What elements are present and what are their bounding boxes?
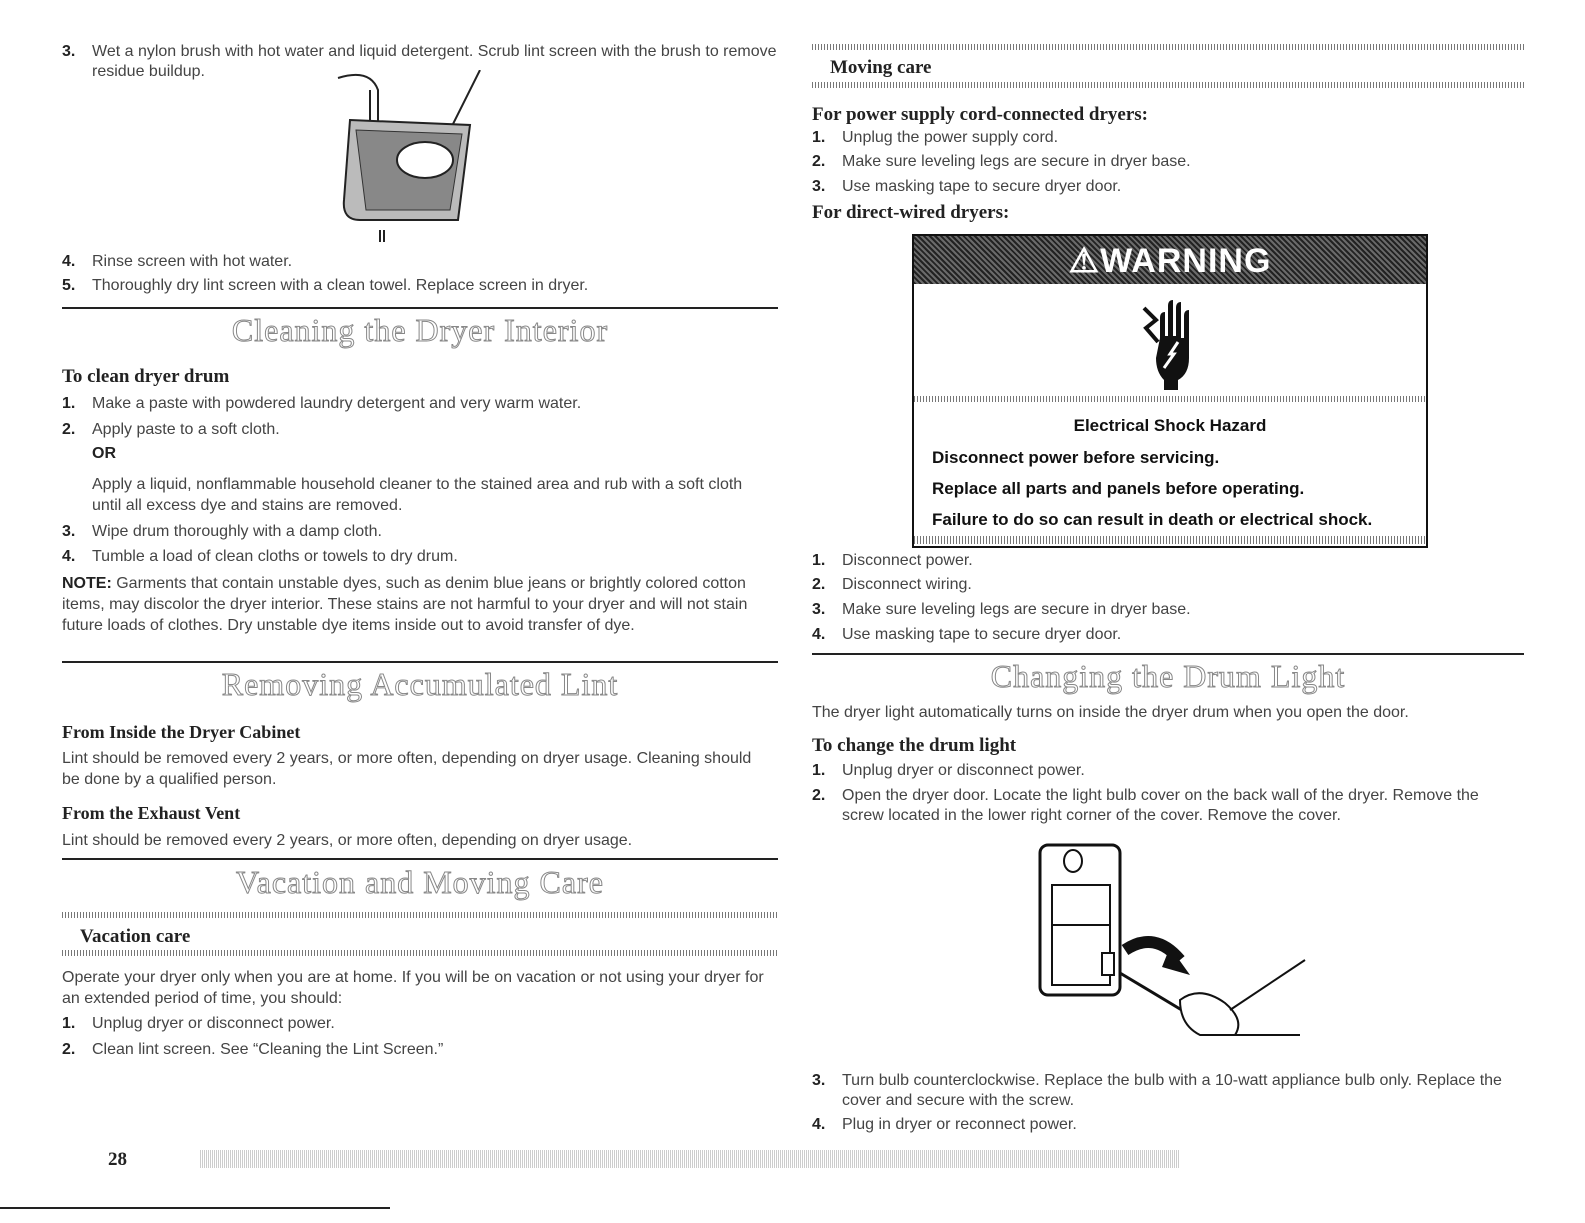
- list-item: [812, 1071, 1512, 1113]
- step-number: 2.: [62, 421, 76, 438]
- step-text: Use masking tape to secure dryer door.: [842, 626, 1122, 643]
- step-number: 1.: [62, 395, 76, 412]
- section-title: Cleaning the Dryer Interior: [231, 312, 609, 348]
- step-number: 2.: [812, 787, 826, 804]
- step-number: 3.: [62, 43, 76, 60]
- step-text: Make a paste with powdered laundry detergent and very warm water.: [92, 395, 582, 412]
- step-number: 1.: [812, 552, 826, 569]
- step-text: Make sure leveling legs are secure in dryer base.: [842, 153, 1191, 170]
- list-item: [812, 761, 1524, 781]
- step-text: Clean lint screen. See “Cleaning the Lint Screen.”: [92, 1041, 444, 1058]
- section-divider: [62, 307, 778, 309]
- subheading: From Inside the Dryer Cabinet: [62, 722, 301, 742]
- tab-heading: Moving care: [830, 57, 932, 78]
- subheading: For power supply cord-connected dryers:: [812, 104, 1148, 125]
- step-number: 4.: [62, 548, 76, 565]
- list-item: [62, 394, 778, 414]
- step-number: 4.: [812, 1116, 826, 1133]
- step-text: Disconnect wiring.: [842, 576, 972, 593]
- bottom-rule: [0, 1207, 390, 1209]
- step-text: Unplug the power supply cord.: [842, 129, 1059, 146]
- step-text: Thoroughly dry lint screen with a clean towel. Replace screen in dryer.: [92, 277, 589, 294]
- step-text: Disconnect power.: [842, 552, 973, 569]
- note: [62, 573, 774, 636]
- hazard-title: Electrical Shock Hazard: [1073, 416, 1267, 435]
- lint-screen-brush-illustration: [330, 70, 500, 245]
- list-item: [812, 786, 1512, 828]
- step-text: Open the dryer door. Locate the light bulb cover on the back wall of the dryer. Remove the screw located in the lower right corner of the cover. Remove the cover.: [842, 787, 1479, 824]
- tab-band-top: [62, 912, 778, 918]
- section-title: Removing Accumulated Lint: [221, 666, 619, 702]
- step-number: 3.: [812, 1072, 826, 1089]
- step-number: 2.: [812, 576, 826, 593]
- section-title: Vacation and Moving Care: [236, 864, 604, 900]
- step-number: 2.: [62, 1041, 76, 1058]
- warning-line: Replace all parts and panels before operating.: [932, 479, 1305, 498]
- list-item: [62, 252, 778, 272]
- tab-heading: Vacation care: [80, 926, 191, 947]
- subheading: To clean dryer drum: [62, 366, 230, 387]
- step-number: 3.: [812, 178, 826, 195]
- section-divider: [812, 653, 1524, 655]
- section-title: Changing the Drum Light: [990, 658, 1346, 694]
- list-item: [812, 625, 1524, 645]
- list-item: [62, 1040, 778, 1060]
- warning-line: Failure to do so can result in death or electrical shock.: [932, 510, 1373, 529]
- step-text: Unplug dryer or disconnect power.: [92, 1015, 335, 1032]
- list-item: [62, 547, 778, 567]
- step-text: Unplug dryer or disconnect power.: [842, 762, 1085, 779]
- list-item: [62, 420, 778, 440]
- alternative-text: Apply a liquid, nonflammable household cleaner to the stained area and rub with a soft cloth until all excess dye and stains are removed.: [92, 476, 743, 514]
- paragraph: Lint should be removed every 2 years, or more often, depending on dryer usage.: [62, 832, 633, 849]
- section-divider: [62, 858, 778, 860]
- step-text: Plug in dryer or reconnect power.: [842, 1116, 1077, 1133]
- step-text: Turn bulb counterclockwise. Replace the bulb with a 10-watt appliance bulb only. Replace the cover and secure with the screw.: [842, 1072, 1502, 1109]
- list-item: [812, 152, 1524, 172]
- list-item: [62, 276, 778, 296]
- list-item: [62, 1014, 778, 1034]
- list-item: [812, 600, 1524, 620]
- light-cover-illustration: [1030, 835, 1320, 1045]
- tab-band-top: [812, 44, 1524, 50]
- warning-title: ⚠WARNING: [1068, 242, 1272, 280]
- list-item: [812, 177, 1524, 197]
- note-label: NOTE:: [62, 575, 112, 592]
- or-label: OR: [92, 445, 116, 462]
- page-number: 28: [108, 1149, 127, 1170]
- paragraph: Lint should be removed every 2 years, or more often, depending on dryer usage. Cleaning should be done by a qualified person.: [62, 750, 752, 788]
- footer-band: [200, 1150, 1180, 1168]
- step-number: 5.: [62, 277, 76, 294]
- step-text: Apply paste to a soft cloth.: [92, 421, 280, 438]
- electrical-shock-icon: [1140, 298, 1202, 390]
- list-item: [812, 575, 1524, 595]
- warning-box: [912, 234, 1428, 548]
- step-text: Use masking tape to secure dryer door.: [842, 178, 1122, 195]
- step-text: Wipe drum thoroughly with a damp cloth.: [92, 523, 382, 540]
- warning-divider: [914, 396, 1426, 402]
- step-number: 3.: [812, 601, 826, 618]
- step-text: Make sure leveling legs are secure in dryer base.: [842, 601, 1191, 618]
- section-divider: [62, 661, 778, 663]
- paragraph: The dryer light automatically turns on inside the dryer drum when you open the door.: [812, 704, 1409, 721]
- list-item: [812, 1115, 1512, 1135]
- subheading: To change the drum light: [812, 735, 1017, 756]
- warning-bottom-band: [914, 536, 1426, 544]
- step-number: 1.: [812, 762, 826, 779]
- step-text: Wet a nylon brush with hot water and liquid detergent. Scrub lint screen with the brush to remove residue buildup.: [92, 43, 777, 80]
- step-text: Tumble a load of clean cloths or towels to dry drum.: [92, 548, 458, 565]
- tab-band-bottom: [62, 950, 778, 956]
- step-text: Rinse screen with hot water.: [92, 253, 293, 270]
- step-number: 3.: [62, 523, 76, 540]
- subheading: For direct-wired dryers:: [812, 202, 1010, 223]
- list-item: [812, 128, 1524, 148]
- step-number: 1.: [812, 129, 826, 146]
- list-item: [812, 551, 1524, 571]
- subheading: From the Exhaust Vent: [62, 803, 241, 823]
- step-number: 2.: [812, 153, 826, 170]
- step-number: 4.: [62, 253, 76, 270]
- note-text: Garments that contain unstable dyes, such as denim blue jeans or brightly colored cotton items, may discolor the dryer interior. These stains are not harmful to your dryer and will not stain future loads of clothes. Dry unstable dye items inside out to avoid transfer of dye.: [62, 575, 748, 634]
- tab-band-bottom: [812, 82, 1524, 88]
- paragraph: Operate your dryer only when you are at home. If you will be on vacation or not using your dryer for an extended period of time, you should:: [62, 969, 764, 1007]
- step-number: 4.: [812, 626, 826, 643]
- warning-line: Disconnect power before servicing.: [932, 448, 1220, 467]
- list-item: [62, 522, 778, 542]
- step-number: 1.: [62, 1015, 76, 1032]
